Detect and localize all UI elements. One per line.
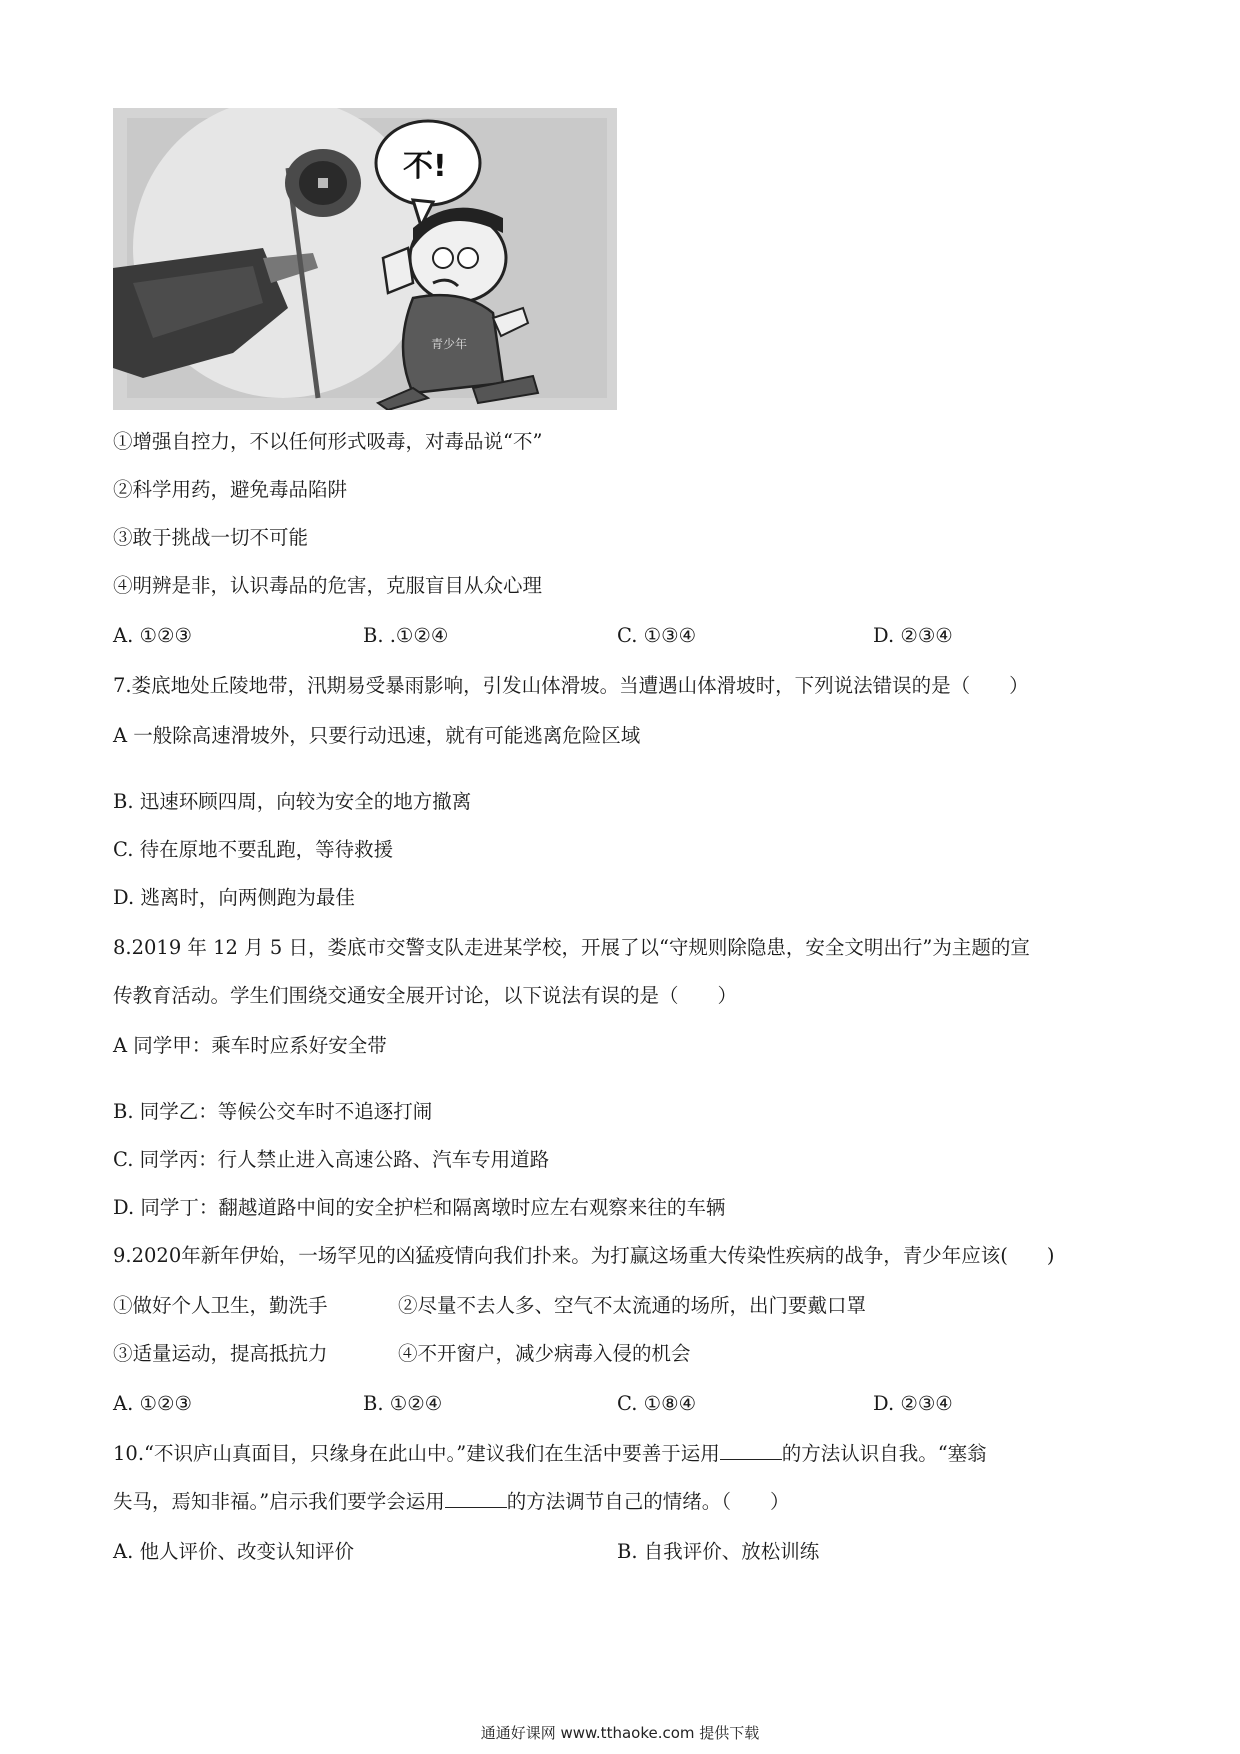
q6-option-c: C. ①③④	[617, 624, 697, 647]
q9-statement-3: ③适量运动，提高抵抗力	[113, 1342, 328, 1365]
q9-option-c: C. ①⑧④	[617, 1392, 697, 1415]
q10-stem-1a: 10.“不识庐山真面目，只缘身在此山中。”建议我们在生活中要善于运用	[113, 1442, 720, 1465]
q6-statement-3: ③敢于挑战一切不可能	[113, 526, 309, 549]
q6-option-b: B. .①②④	[363, 624, 449, 647]
q6-statement-4: ④明辨是非，认识毒品的危害，克服盲目从众心理	[113, 574, 543, 597]
q10-stem-line-2	[113, 1488, 790, 1516]
q7-option-a: A 一般除高速滑坡外，只要行动迅速，就有可能逃离危险区域	[113, 724, 641, 747]
bubble-text: 不!	[403, 149, 447, 184]
q8-option-b: B. 同学乙：等候公交车时不追逐打闹	[113, 1100, 433, 1123]
q7-option-b: B. 迅速环顾四周，向较为安全的地方撤离	[113, 790, 472, 813]
q8-option-d: D. 同学丁：翻越道路中间的安全护栏和隔离墩时应左右观察来往的车辆	[113, 1196, 726, 1219]
q10-stem-1b: 的方法认识自我。“塞翁	[781, 1442, 987, 1465]
q7-option-c: C. 待在原地不要乱跑，等待救援	[113, 838, 394, 861]
q9-statement-2: ②尽量不去人多、空气不太流通的场所，出门要戴口罩	[398, 1294, 867, 1317]
q8-option-c: C. 同学丙：行人禁止进入高速公路、汽车专用道路	[113, 1148, 550, 1171]
q9-option-d: D. ②③④	[873, 1392, 953, 1415]
q9-option-a: A. ①②③	[113, 1392, 192, 1415]
page-footer: 通通好课网 www.tthaoke.com 提供下载	[480, 1724, 760, 1742]
q7-stem: 7.娄底地处丘陵地带，汛期易受暴雨影响，引发山体滑坡。当遭遇山体滑坡时，下列说法错误的是（ ）	[113, 674, 1029, 697]
q10-stem-2b: 的方法调节自己的情绪。（ ）	[506, 1490, 790, 1513]
q8-option-a: A 同学甲：乘车时应系好安全带	[113, 1034, 387, 1057]
q9-option-b: B. ①②④	[363, 1392, 443, 1415]
q8-stem-line-1: 8.2019 年 12 月 5 日，娄底市交警支队走进某学校，开展了以“守规则除隐患，安全文明出行”为主题的宣	[113, 936, 1030, 959]
q10-stem-2a: 失马，焉知非福。”启示我们要学会运用	[113, 1490, 445, 1513]
cartoon-drawing	[113, 108, 617, 410]
q7-option-d: D. 逃离时，向两侧跑为最佳	[113, 886, 355, 909]
q6-option-a: A. ①②③	[113, 624, 192, 647]
q9-stem: 9.2020年新年伊始，一场罕见的凶猛疫情向我们扑来。为打赢这场重大传染性疾病的战争，青少年应该( )	[113, 1244, 1055, 1267]
q9-statement-4: ④不开窗户，减少病毒入侵的机会	[398, 1342, 691, 1365]
q9-statement-1: ①做好个人卫生，勤洗手	[113, 1294, 328, 1317]
q8-stem-line-2: 传教育活动。学生们围绕交通安全展开讨论，以下说法有误的是（ ）	[113, 984, 738, 1007]
q10-option-b: B. 自我评价、放松训练	[617, 1540, 820, 1563]
badge-text: 青少年	[431, 337, 468, 351]
q10-stem-line-1	[113, 1440, 987, 1468]
q10-blank-2	[445, 1489, 507, 1508]
q6-statement-1: ①增强自控力，不以任何形式吸毒，对毒品说“不”	[113, 430, 543, 453]
q10-blank-1	[720, 1441, 782, 1460]
q10-option-a: A. 他人评价、改变认知评价	[113, 1540, 354, 1563]
q6-statement-2: ②科学用药，避免毒品陷阱	[113, 478, 348, 501]
q6-option-d: D. ②③④	[873, 624, 953, 647]
anti-drug-cartoon-image	[113, 108, 617, 410]
